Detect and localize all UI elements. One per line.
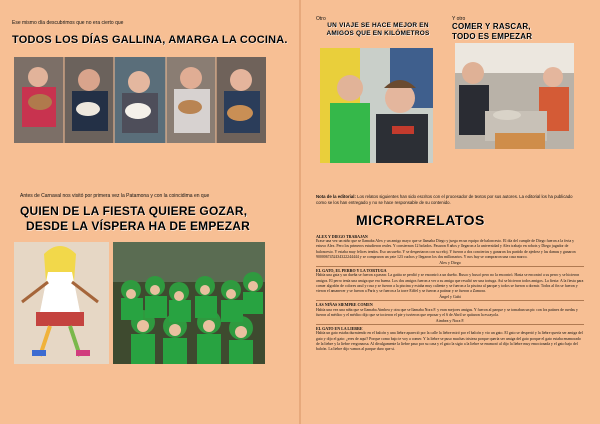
article-ninas-comen [316,302,584,323]
article-title: LAS NIÑAS SIEMPRE COMEN [316,302,373,308]
title-comer-line2: TODO ES EMPEZAR [452,32,533,41]
article-title: EL GATO EN LA LIEBRE [316,326,363,332]
article-title: ALEX Y DIEGO TRABAJAN [316,234,368,239]
editorial-label: Nota de la editorial: [316,194,356,199]
article-body: Había un gato estaba durmiendo en el balcón y una liebre apareció por la calle la liebre miró por el balcón y vio un gato. El gato se despertó y la liebre quería ser amiga del gato y dijo el gato: ¿eres de aquí? Porque como bajo te voy a comer. Y la liebre se puso muchas tristeza porque quería ser amiga del gato porque el gato estaba enamorado de la liebre y la liebre vergonzosa. Al divulgamente la liebre paso por su casa y el gato la sigio a la liebre se enamoró al dijo la liebre muy emocionada y el gato bajo del balcón. La liebre dijo vamos al parque duro que si. [316,331,583,351]
title-comer-line1: COMER Y RASCAR, [452,22,531,31]
article-separator [316,324,584,325]
article-author: Aimbea y Nora F. [435,317,465,323]
photo-patamona [14,242,109,364]
article-separator [316,266,584,267]
title-fiesta-line2: DESDE LA VÍSPERA HA DE EMPEZAR [26,219,251,233]
caption-otro: Otro [316,16,326,22]
article-alex-diego [316,234,584,265]
caption-y-otro: Y otro [452,16,466,22]
caption-carnaval: Antes de Carnaval nos visitó por primera vez la Patamona y con la coincidima en que [20,193,210,199]
title-fiesta-line1: QUIEN DE LA FIESTA QUIERE GOZAR, [20,204,248,218]
article-body: Había una gata y un dueña se fueron a pasear. La gatita se perdió y se encontró a un dueño. Busco y buscó pero no la encontró. Hasta se encontró a su perro y se hicieron amigos. El perro tenía una amiga que era buena. Los dos amigos fueron a ver a su amiga que resultó ser una tortuga. Así se hicieron todos amigos. La fiesta: A la fiesta para comer algodón de colores azul y rosa y se fueron a la piscina y estaba muy caliente y se fueron a la piscina al parque y todos se fueron a dormir. Todos al fin se fueron y vieron el amanecer y se fueron a París y se fueron a la torre Eiffel y se fueron a patinar y se fueron a Zamora. [316,273,584,293]
title-gallina: TODOS LOS DÍAS GALLINA, AMARGA LA COCINA. [12,34,288,46]
caption-gallina: Ese mismo día descubrimos que no era cierto que [12,20,124,26]
article-body: Había una vez una niña que se llamaba Aimbea y otra que se llamaba Nora F. y eran mejores amigas. Y fueron al parque y se tomaban un pic con los patines de ruedas y fueron al médico y el médico dijo que se tocieron el pie y tuvieron que reposar y el 6 de Abril se quitaron la escayola. [316,307,578,317]
article-gato-liebre [316,326,584,352]
editorial-note [316,194,584,205]
section-title: MICRORRELATOS [356,212,485,228]
photo-strip-chickens [14,57,266,143]
article-title: EL GATO, EL PERRO Y LA TORTUGA [316,268,387,274]
photo-carnaval-group [113,242,265,364]
microrrelatos-list [316,234,584,352]
article-separator [316,300,584,301]
title-viaje: UN VIAJE SE HACE MEJOR EN AMIGOS QUE EN KILÓMETROS [326,22,430,38]
page-gutter [299,0,301,424]
photo-cooking [455,43,574,149]
photo-bus-trip [320,48,433,163]
article-author: Alex y Diego [439,259,461,265]
article-gato-perro-tortuga [316,268,584,299]
editorial-text: Los relatos siguientes han sido escritos con el procesador de textos por sus autores. La editorial los ha publicado como se los han entregado y no se hace responsable de su contenido. [316,194,573,205]
article-author: Ángel y Gabi [439,294,461,300]
article-body: Erase una vez un niño que se llamaba Alex y un amigo mayo que se llamaba Diego y juega en un equipo de baloncesto. El día del cumple de Diego fueron a la feria y estuvo Alex. Pero los primeros estudieron reales. Y consiernon 12 bolados. Pasaron 8 años y llegaron a la universidad y Alex trabajo en robots y Diego jugador de baloncesto. Y estaba muy felices tendos. Eso un sueño. Y se despertaron con su reloj. Y fueron a dos conciertos y ganaron los partido de ajedrez y las damas y ganaron 9000067452434322244444 y se compraron un yate 123 cuchos y llegaron los dos millonarios. Y nos huy se compraron una casa marco. [316,239,576,259]
